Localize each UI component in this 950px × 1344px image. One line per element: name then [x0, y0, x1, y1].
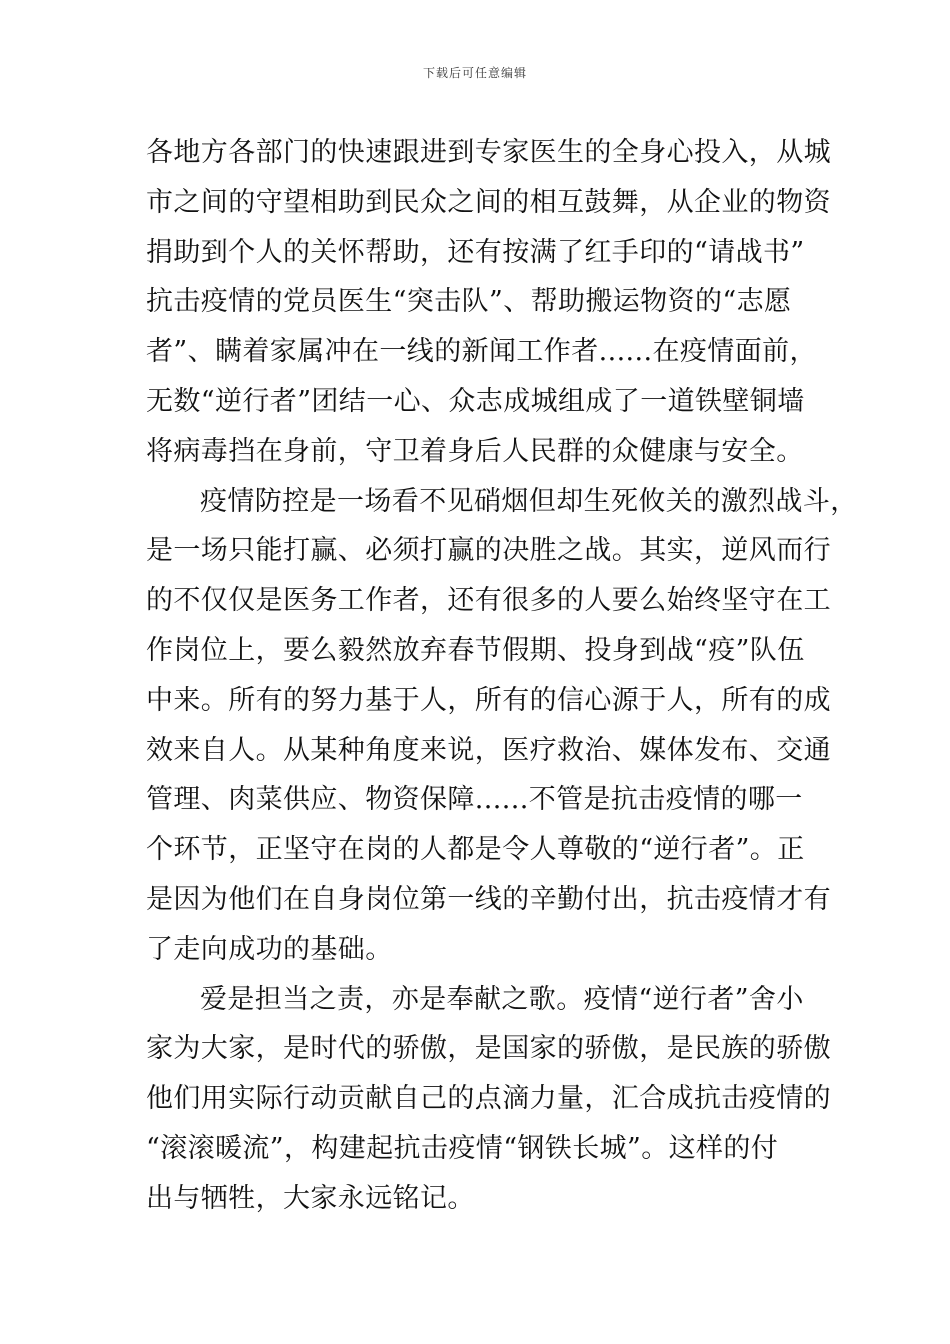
text-line: “滚滚暖流”，构建起抗击疫情“钢铁长城”。这样的付 [146, 1132, 779, 1164]
text-line: 者”、瞒着家属冲在一线的新闻工作者......在疫情面前， [146, 336, 817, 368]
document-body [146, 128, 858, 1224]
text-line: 抗击疫情的党员医生“突击队”、帮助搬运物资的“志愿 [146, 286, 792, 318]
text-line: 将病毒挡在身前，守卫着身后人民群的众健康与安全。 [146, 435, 804, 467]
text-line: 管理、肉菜供应、物资保障......不管是抗击疫情的哪一 [146, 784, 803, 816]
text-line: 捐助到个人的关怀帮助，还有按满了红手印的“请战书” [146, 236, 805, 268]
text-line: 的不仅仅是医务工作者，还有很多的人要么始终坚守在工 [146, 585, 831, 617]
paragraph-start-line: 爱是担当之责，亦是奉献之歌。疫情“逆行者”舍小 [200, 983, 804, 1015]
text-line: 个环节，正坚守在岗的人都是令人尊敬的“逆行者”。正 [146, 834, 805, 866]
text-line: 各地方各部门的快速跟进到专家医生的全身心投入，从城 [146, 137, 831, 168]
text-line: 了走向成功的基础。 [146, 933, 393, 965]
text-line: 效来自人。从某种角度来说，医疗救治、媒体发布、交通 [146, 734, 831, 766]
text-line: 他们用实际行动贡献自己的点滴力量，汇合成抗击疫情的 [146, 1083, 831, 1115]
text-line: 中来。所有的努力基于人，所有的信心源于人，所有的成 [146, 684, 831, 716]
text-line: 出与牺牲，大家永远铭记。 [146, 1182, 475, 1214]
text-line: 市之间的守望相助到民众之间的相互鼓舞，从企业的物资 [146, 186, 831, 218]
page-header: 下载后可任意编辑 [422, 66, 527, 80]
text-line: 是因为他们在自身岗位第一线的辛勤付出，抗击疫情才有 [146, 883, 831, 915]
paragraph-start-line: 疫情防控是一场看不见硝烟但却生死攸关的激烈战斗， [200, 485, 858, 517]
text-line: 作岗位上，要么毅然放弃春节假期、投身到战“疫”队伍 [146, 634, 805, 666]
text-line: 家为大家，是时代的骄傲，是国家的骄傲，是民族的骄傲 [146, 1033, 831, 1065]
text-line: 无数“逆行者”团结一心、众志成城组成了一道铁壁铜墙 [146, 385, 805, 417]
text-line: 是一场只能打赢、必须打赢的决胜之战。其实，逆风而行 [146, 535, 831, 567]
